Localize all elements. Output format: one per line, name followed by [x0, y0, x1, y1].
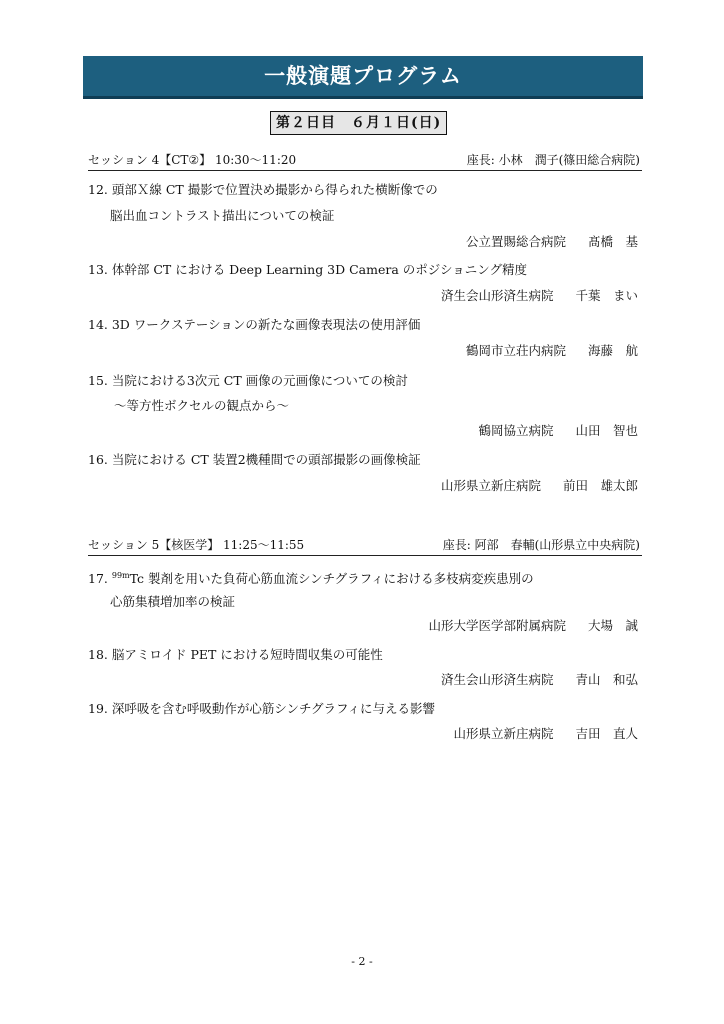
presenter-name: 山田 智也 — [575, 423, 638, 438]
presentation-number: 17. — [88, 571, 108, 586]
presenter-name: 前田 雄太郎 — [562, 478, 638, 493]
isotope-superscript: 99m — [111, 571, 130, 580]
presentation-title-line: 脳出血コントラスト描出についての検証 — [110, 208, 335, 223]
affiliation: 公立置賜総合病院 — [465, 234, 566, 249]
presenter-line — [478, 422, 638, 440]
presentation-title-line: 13. 体幹部 CT における Deep Learning 3D Camera のポジショニング精度 — [88, 262, 527, 277]
session-4-header — [88, 151, 642, 171]
presenter-name: 髙橋 基 — [587, 234, 638, 249]
affiliation: 山形県立新庄病院 — [453, 726, 554, 741]
presenter-name: 吉田 直人 — [575, 726, 638, 741]
presenter-line — [453, 725, 638, 743]
presentation-title-line: 12. 頭部Ｘ線 CT 撮影で位置決め撮影から得られた横断像での — [88, 182, 438, 197]
presentation-title-line: 14. 3D ワークステーションの新たな画像表現法の使用評価 — [88, 317, 421, 332]
presenter-line — [466, 233, 638, 251]
program-title-banner: 一般演題プログラム — [83, 56, 643, 99]
presentation-title-line: 19. 深呼吸を含む呼吸動作が心筋シンチグラフィに与える影響 — [88, 701, 436, 716]
presentation-subtitle-line: 〜等方性ボクセルの観点から〜 — [114, 398, 290, 413]
presentation-title-line — [88, 567, 534, 588]
session-chair: 座長: 小林 潤子(篠田総合病院) — [466, 153, 640, 167]
affiliation: 鶴岡協立病院 — [478, 423, 554, 438]
presenter-line — [441, 671, 638, 689]
affiliation: 済生会山形済生病院 — [440, 672, 554, 687]
session-chair: 座長: 阿部 春輔(山形県立中央病院) — [442, 538, 640, 552]
page-number: - 2 - — [351, 955, 373, 968]
presenter-line — [466, 342, 638, 360]
presenter-name: 千葉 まい — [575, 288, 638, 303]
day-date-label: 第２日目 ６月１日(日) — [270, 111, 447, 135]
presentation-title-line: 15. 当院における3次元 CT 画像の元画像についての検討 — [88, 373, 408, 388]
presentation-title-line: 心筋集積増加率の検証 — [110, 594, 236, 609]
presentation-title-text: Tc 製剤を用いた負荷心筋血流シンチグラフィにおける多枝病変疾患別の — [129, 571, 534, 586]
presentation-title-line: 16. 当院における CT 装置2機種間での頭部撮影の画像検証 — [88, 452, 421, 467]
presenter-line — [428, 617, 638, 635]
presenter-line — [441, 477, 638, 495]
session-heading: セッション 5【核医学】 11:25〜11:55 — [88, 538, 305, 552]
affiliation: 山形県立新庄病院 — [440, 478, 541, 493]
presenter-name: 青山 和弘 — [575, 672, 638, 687]
presenter-line — [441, 287, 638, 305]
presenter-name: 大場 誠 — [587, 618, 638, 633]
presenter-name: 海藤 航 — [587, 343, 638, 358]
presentation-title-line: 18. 脳アミロイド PET における短時間収集の可能性 — [88, 647, 383, 662]
affiliation: 鶴岡市立荘内病院 — [465, 343, 566, 358]
affiliation: 山形大学医学部附属病院 — [428, 618, 566, 633]
affiliation: 済生会山形済生病院 — [440, 288, 554, 303]
session-heading: セッション 4【CT②】 10:30〜11:20 — [88, 153, 297, 167]
session-5-header — [88, 536, 642, 556]
